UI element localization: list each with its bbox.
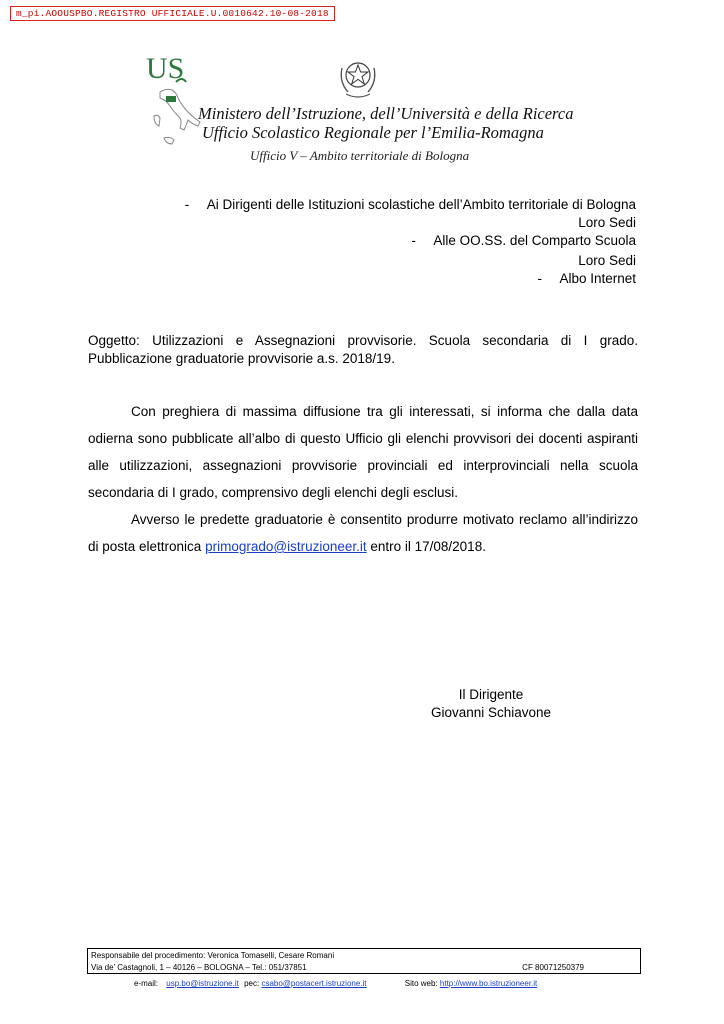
email-label: e-mail: bbox=[134, 979, 159, 988]
footer-email-link[interactable]: usp.bo@istruzione.it bbox=[166, 979, 239, 988]
footer-address: Via de’ Castagnoli, 1 – 40126 – BOLOGNA – Tel.: 051/37851 bbox=[91, 963, 307, 972]
footer-contacts bbox=[134, 979, 537, 988]
footer-box bbox=[87, 948, 641, 974]
recipient-text: Albo Internet bbox=[559, 271, 636, 286]
logo-text: US bbox=[146, 52, 185, 85]
recipient-text: Loro Sedi bbox=[578, 215, 636, 230]
signature-name: Giovanni Schiavone bbox=[430, 705, 552, 720]
body-paragraph-1: Con preghiera di massima diffusione tra gli interessati, si informa che dalla data odierna sono pubblicate all’albo di questo Ufficio gli elenchi provvisori dei docenti aspiranti alle utilizzazioni, assegnazioni provvisorie provinciali ed interprovinciali nella scuola secondaria di I grado, comprensivo degli elenchi degli esclusi. bbox=[88, 404, 638, 500]
paragraph-text: Avverso le predette graduatorie è consentito produrre motivato reclamo all’indirizzo di posta elettronica bbox=[88, 512, 638, 554]
recipient-dash: - bbox=[411, 233, 416, 248]
site-label: Sito web: bbox=[404, 979, 438, 988]
ministry-header bbox=[198, 104, 573, 142]
protocol-stamp: m_pi.AOOUSPBO.REGISTRO UFFICIALE.U.0010642.10-08-2018 bbox=[10, 6, 335, 21]
recipient-dash: - bbox=[184, 197, 190, 212]
republic-emblem-icon bbox=[336, 54, 380, 100]
recipient-line bbox=[537, 270, 636, 288]
italy-map-icon bbox=[154, 89, 200, 144]
recipient-line bbox=[578, 214, 636, 232]
signature-role: Il Dirigente bbox=[458, 687, 524, 702]
signature-block bbox=[426, 686, 556, 722]
usr-logo bbox=[146, 52, 206, 152]
subject-line: Oggetto: Utilizzazioni e Assegnazioni provvisorie. Scuola secondaria di I grado. Pubblicazione graduatorie provvisorie a.s. 2018/19. bbox=[88, 333, 638, 366]
footer-site-link[interactable]: http://www.bo.istruzioneer.it bbox=[439, 979, 538, 988]
body-paragraph-2 bbox=[88, 506, 638, 560]
recipient-line bbox=[578, 252, 636, 270]
regional-office-name: Ufficio Scolastico Regionale per l’Emilia-Romagna bbox=[202, 123, 544, 142]
footer-responsible: Responsabile del procedimento: Veronica Tomaselli, Cesare Romani bbox=[91, 951, 335, 960]
recipient-line bbox=[185, 196, 636, 214]
recipient-text: Loro Sedi bbox=[578, 253, 636, 268]
office-name: Ufficio V – Ambito territoriale di Bologna bbox=[250, 148, 470, 163]
recipient-dash: - bbox=[537, 271, 542, 286]
recipient-line bbox=[411, 232, 636, 250]
footer-cf: CF 80071250379 bbox=[522, 963, 584, 972]
pec-label: pec: bbox=[244, 979, 260, 988]
reclamo-email-link[interactable]: primogrado@istruzioneer.it bbox=[205, 539, 367, 554]
paragraph-text: entro il 17/08/2018. bbox=[366, 539, 486, 554]
ministry-name: Ministero dell’Istruzione, dell’Università e della Ricerca bbox=[198, 104, 574, 123]
recipient-text: Alle OO.SS. del Comparto Scuola bbox=[433, 233, 636, 248]
footer-pec-link[interactable]: csabo@postacert.istruzione.it bbox=[261, 979, 367, 988]
recipient-text: Ai Dirigenti delle Istituzioni scolastiche dell’Ambito territoriale di Bologna bbox=[206, 197, 636, 212]
